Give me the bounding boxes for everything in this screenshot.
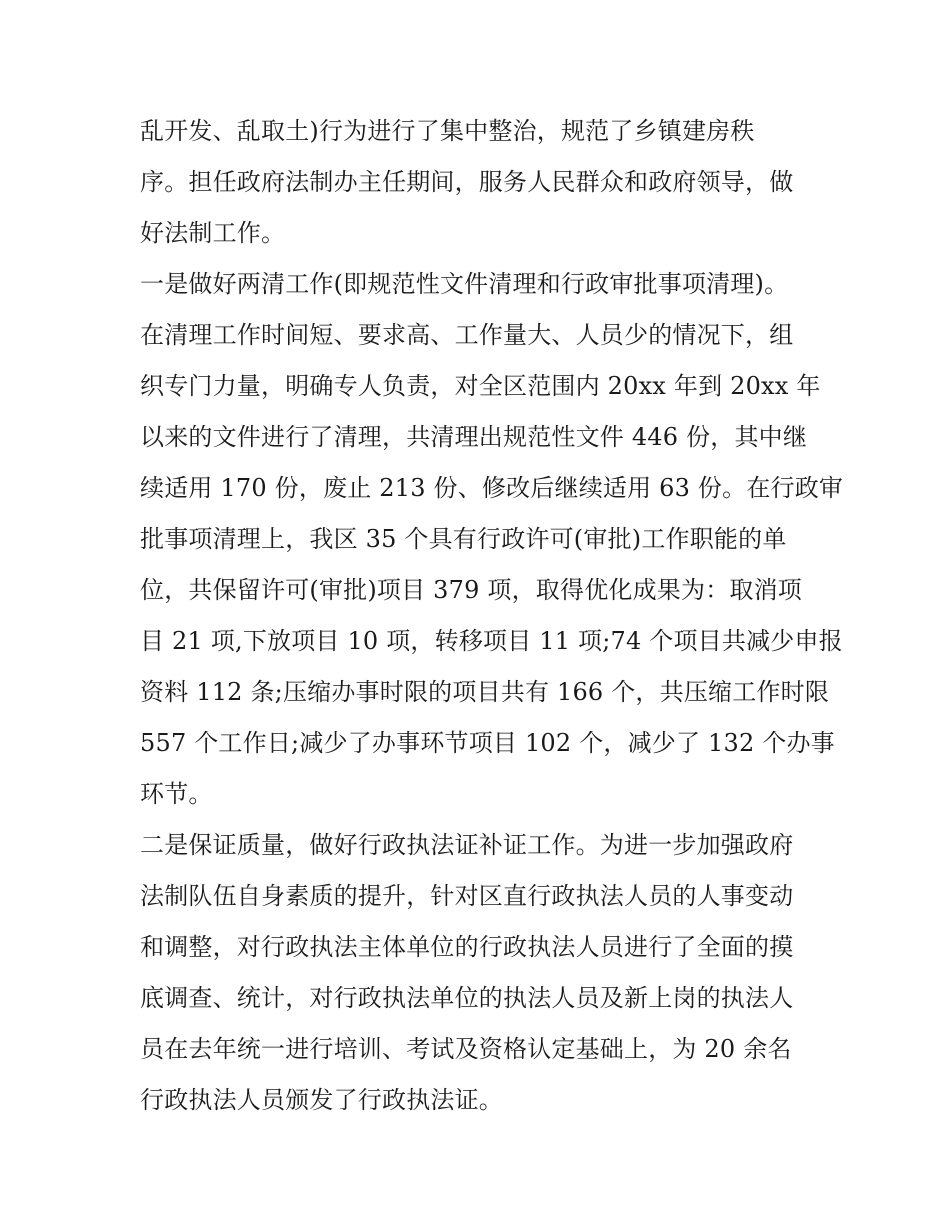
text-line: 二是保证质量，做好行政执法证补证工作。为进一步加强政府 <box>140 831 794 859</box>
text-line: 资料 112 条;压缩办事时限的项目共有 166 个，共压缩工作时限 <box>140 678 830 706</box>
text-line: 位，共保留许可(审批)项目 379 项，取得优化成果为：取消项 <box>140 576 802 604</box>
text-line: 在清理工作时间短、要求高、工作量大、人员少的情况下，组 <box>140 321 794 349</box>
document-body <box>140 106 844 1126</box>
text-line: 法制队伍自身素质的提升，针对区直行政执法人员的人事变动 <box>140 882 794 910</box>
text-line: 和调整，对行政执法主体单位的行政执法人员进行了全面的摸 <box>140 933 794 961</box>
text-line: 环节。 <box>140 780 213 808</box>
text-line: 好法制工作。 <box>140 219 286 247</box>
text-line: 一是做好两清工作(即规范性文件清理和行政审批事项清理)。 <box>140 270 789 298</box>
text-line: 乱开发、乱取土)行为进行了集中整治，规范了乡镇建房秩 <box>140 117 755 145</box>
text-line: 目 21 项,下放项目 10 项，转移项目 11 项;74 个项目共减少申报 <box>140 627 843 655</box>
text-line: 员在去年统一进行培训、考试及资格认定基础上，为 20 余名 <box>140 1035 792 1063</box>
text-line: 行政执法人员颁发了行政执法证。 <box>140 1086 503 1114</box>
text-line: 织专门力量，明确专人负责，对全区范围内 20xx 年到 20xx 年 <box>140 372 821 400</box>
text-line: 以来的文件进行了清理，共清理出规范性文件 446 份，其中继 <box>140 423 808 451</box>
text-line: 底调查、统计，对行政执法单位的执法人员及新上岗的执法人 <box>140 984 794 1012</box>
text-line: 557 个工作日;减少了办事环节项目 102 个，减少了 132 个办事 <box>140 729 835 757</box>
text-line: 续适用 170 份，废止 213 份、修改后继续适用 63 份。在行政审 <box>140 474 844 502</box>
text-line: 批事项清理上，我区 35 个具有行政许可(审批)工作职能的单 <box>140 525 787 553</box>
text-line: 序。担任政府法制办主任期间，服务人民群众和政府领导，做 <box>140 168 794 196</box>
